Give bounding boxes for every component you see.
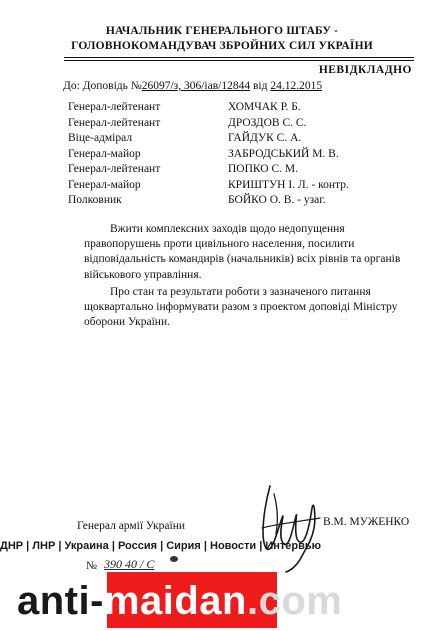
assignee-name: ДРОЗДОВ С. С. xyxy=(228,116,307,129)
assignee-row xyxy=(68,163,428,179)
assignee-list xyxy=(68,101,428,210)
assignee-rank: Генерал-лейтенант xyxy=(68,101,161,113)
instruction-paragraph-1 xyxy=(84,222,419,283)
assignee-row xyxy=(68,148,428,164)
assignee-name: ХОМЧАК Р. Б. xyxy=(228,101,301,113)
reference-number: 26097/з, 306/іав/12844 xyxy=(141,80,251,92)
reference-date-prefix: від xyxy=(250,80,271,92)
instruction-text-1: Вжити комплексних заходів щодо недопущення правопорушень проти цивільного населення, посилити відповідальність командирів (начальників) всіх рівнів та органів військового управління. xyxy=(84,223,401,281)
watermark-text-part2: maidan xyxy=(103,579,247,623)
reference-prefix: До: Доповідь № xyxy=(63,80,142,92)
watermark-text-part1: anti- xyxy=(17,579,104,623)
assignee-row xyxy=(68,194,428,210)
assignee-rank: Полковник xyxy=(68,194,122,206)
ink-blot xyxy=(170,556,178,562)
watermark-text-part3: .com xyxy=(246,579,343,623)
assignee-rank: Генерал-майор xyxy=(68,178,141,191)
header-rule-top xyxy=(64,57,414,58)
assignee-row xyxy=(68,101,428,117)
signatory-rank: Генерал армії України xyxy=(77,520,186,532)
urgency-label: НЕВІДКЛАДНО xyxy=(318,64,412,76)
handwritten-signature xyxy=(256,478,326,573)
assignee-rank: Віце-адмірал xyxy=(68,132,133,144)
instruction-text-2: Про стан та результати роботи з зазначеного питання щоквартально інформувати разом з проектом доповіді Міністру оборони України. xyxy=(84,286,398,329)
assignee-name: КРИШТУН І. Л. - контр. xyxy=(228,178,349,191)
instruction-paragraph-2 xyxy=(84,285,419,331)
reference-date: 24.12.2015 xyxy=(270,80,323,92)
reference-line xyxy=(63,80,322,92)
watermark-news-bar: ДНР | ЛНР | Украина | Россия | Сирия | Новости | Интервью xyxy=(0,540,322,552)
registration-number: 390 40 / С xyxy=(104,557,155,571)
assignee-row xyxy=(68,179,428,195)
watermark-logo xyxy=(0,570,444,631)
assignee-row xyxy=(68,117,428,133)
assignee-row xyxy=(68,132,428,148)
document-header-line2: ГОЛОВНОКОМАНДУВАЧ ЗБРОЙНИХ СИЛ УКРАЇНИ xyxy=(71,40,373,52)
assignee-name: БОЙКО О. В. - узаг. xyxy=(228,194,326,206)
signatory-name: В.М. МУЖЕНКО xyxy=(323,516,410,528)
assignee-name: ПОПКО С. М. xyxy=(228,163,298,175)
assignee-rank: Генерал-лейтенант xyxy=(68,116,161,129)
header-rule-bottom xyxy=(64,60,414,61)
registration-no-label: № xyxy=(86,560,97,572)
assignee-rank: Генерал-майор xyxy=(68,147,141,160)
assignee-name: ГАЙДУК С. А. xyxy=(228,132,302,144)
assignee-name: ЗАБРОДСЬКИЙ М. В. xyxy=(228,147,339,160)
assignee-rank: Генерал-лейтенант xyxy=(68,163,161,175)
document-header-line1: НАЧАЛЬНИК ГЕНЕРАЛЬНОГО ШТАБУ - xyxy=(105,25,339,37)
